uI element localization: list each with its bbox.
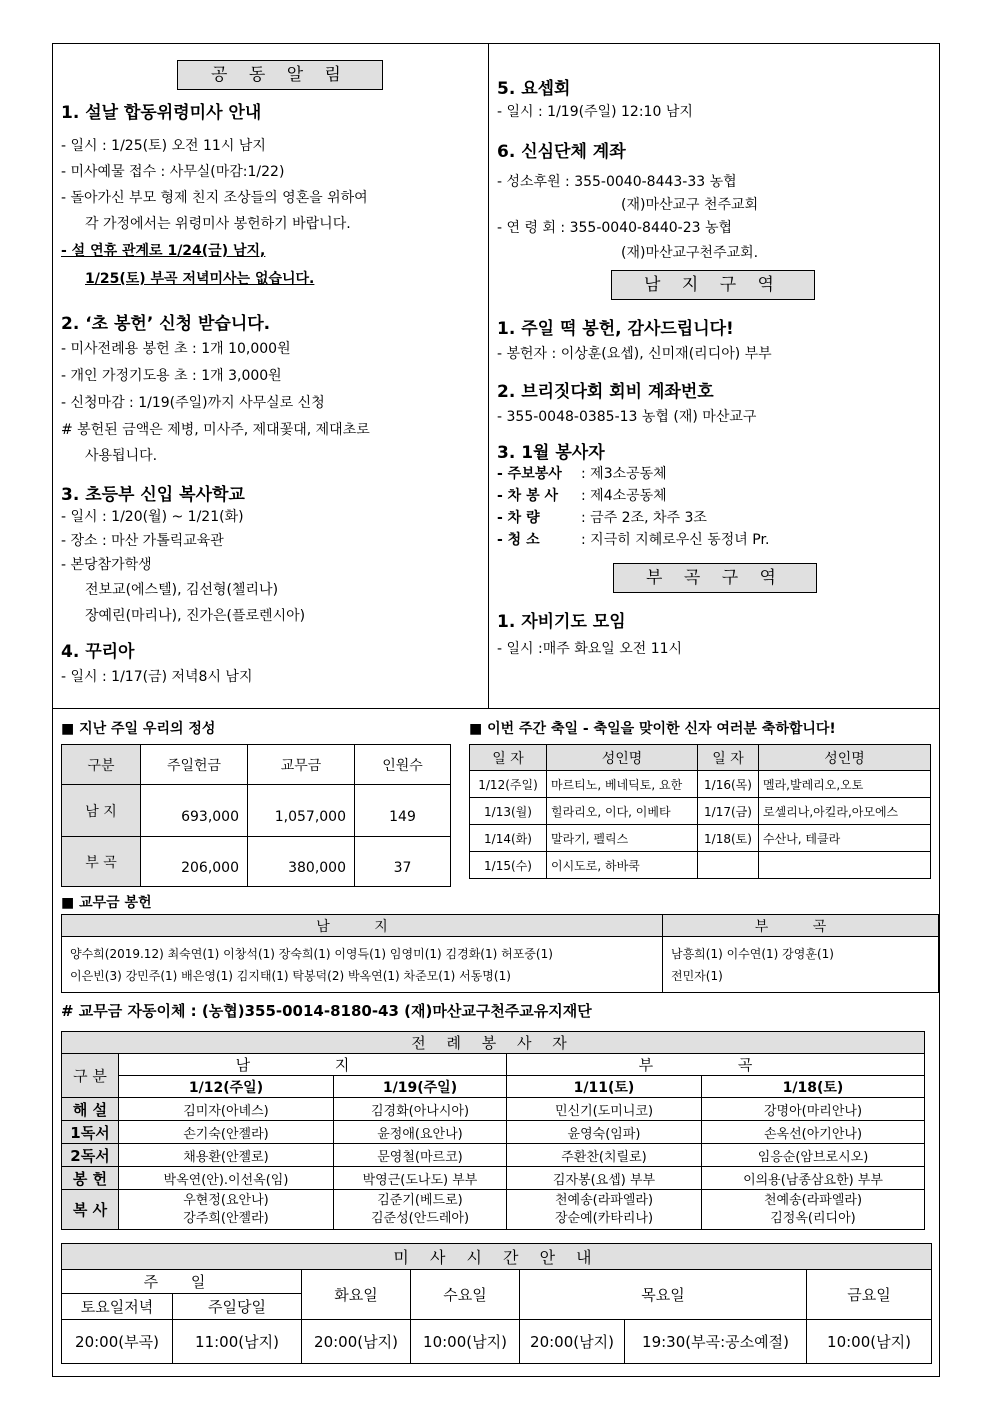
list-item: - 주보봉사 : 제3소공동체 (497, 466, 667, 482)
feast-title: ■ 이번 주간 축일 - 축일을 맞이한 신자 여러분 축하합니다! (469, 721, 836, 737)
liturgy-gubun: 구 분 (62, 1054, 119, 1098)
s4-heading: 4. 꾸리아 (61, 642, 135, 662)
table-row: 1독서 손기숙(안젤라) 윤정애(요안나) 윤영숙(임파) 손옥선(아기안나) (62, 1121, 925, 1144)
s1-line: 각 가정에서는 위령미사 봉헌하기 바랍니다. (85, 216, 351, 232)
table-header: 일 자 (698, 745, 759, 771)
n1-heading: 1. 주일 떡 봉헌, 감사드립니다! (497, 319, 734, 339)
s2-line: - 신청마감 : 1/19(주일)까지 사무실로 신청 (61, 395, 325, 411)
volunteer-list (497, 463, 931, 551)
s6-line: - 성소후원 : 355-0040-8443-33 농협 (497, 174, 737, 190)
n2-heading: 2. 브리짓다회 회비 계좌번호 (497, 382, 714, 402)
s6-line: (재)마산교구 천주교회 (621, 197, 759, 213)
mass-sunday: 주 일 (62, 1270, 302, 1294)
s1-line: - 미사예물 접수 : 사무실(마감:1/22) (61, 164, 285, 180)
n3-heading: 3. 1월 봉사자 (497, 443, 605, 463)
offering-table (61, 744, 451, 887)
list-item: - 청 소 : 지극히 지혜로우신 동정녀 Pr. (497, 532, 770, 548)
namji-donors: 양수희(2019.12) 최숙연(1) 이창석(1) 장숙희(1) 이영득(1) 임영미(1) 김경화(1) 허포중(1) (70, 946, 553, 961)
s3-line: 전보교(에스텔), 김선형(첼리나) (85, 582, 279, 598)
n1-line: - 봉헌자 : 이상훈(요셉), 신미재(리디아) 부부 (497, 346, 772, 362)
table-header: 금요일 (807, 1270, 932, 1320)
s5-heading: 5. 요셉회 (497, 79, 571, 99)
church-tax-table (61, 914, 939, 993)
liturgy-table (61, 1031, 925, 1230)
table-header: 일 자 (470, 745, 547, 771)
left-column (53, 44, 489, 708)
s1-notice: - 설 연휴 관계로 1/24(금) 남지, (61, 243, 266, 259)
liturgy-title: 전 례 봉 사 자 (62, 1032, 925, 1054)
table-header: 남 지 (62, 915, 663, 937)
table-row: 봉 헌 박옥연(안).이선옥(임) 박영근(도나도) 부부 김자봉(요셉) 부부 이의용(남종삼요한) 부부 (62, 1167, 925, 1190)
table-header: 구분 (62, 745, 141, 785)
s5-line: - 일시 : 1/19(주일) 12:10 남지 (497, 104, 693, 120)
table-header: 부 곡 (663, 915, 939, 937)
table-header: 1/12(주일) (119, 1076, 334, 1098)
table-header: 인원수 (355, 745, 451, 785)
table-row: 1/13(월) 힐라리오, 이다, 이베타 1/17(금) 로셀리나,아킬라,아모에스 (470, 798, 931, 825)
s6-line: - 연 령 회 : 355-0040-8440-23 농협 (497, 220, 733, 236)
s2-line: - 개인 가정기도용 초 : 1개 3,000원 (61, 368, 282, 384)
table-row: 1/15(수) 이시도로, 하바쿡 (470, 852, 931, 879)
b1-line: - 일시 :매주 화요일 오전 11시 (497, 641, 683, 657)
table-row: 복 사 우현정(요안나) 강주희(안젤라) 김준기(베드로) 김준성(안드레아) 천예송(라파엘라) 장순예(카타리나) 천예송(라파엘라) 김정옥(리디아) (62, 1190, 925, 1230)
s6-heading: 6. 신심단체 계좌 (497, 142, 626, 162)
table-header: 성인명 (759, 745, 931, 771)
divider (53, 708, 939, 709)
liturgy-bugok: 부 곡 (507, 1054, 925, 1076)
s2-line: 사용됩니다. (85, 448, 158, 464)
n2-line: - 355-0048-0385-13 농협 (재) 마산교구 (497, 409, 757, 425)
church-tax-title: ■ 교무금 봉헌 (61, 895, 152, 911)
s2-heading: 2. ‘초 봉헌’ 신청 받습니다. (61, 314, 271, 334)
table-row (62, 937, 939, 993)
table-header: 화요일 (302, 1270, 411, 1320)
s3-line: - 장소 : 마산 가톨릭교육관 (61, 533, 224, 549)
table-row: 1/12(주일) 마르티노, 베네딕토, 요한 1/16(목) 멜라,발레리오,오토 (470, 771, 931, 798)
s2-line: # 봉헌된 금액은 제병, 미사주, 제대꽃대, 제대초로 (61, 422, 370, 438)
s1-notice: 1/25(토) 부곡 저녁미사는 없습니다. (85, 271, 315, 287)
joint-notice-title: 공 동 알 림 (177, 60, 383, 90)
s3-line: 장예린(마리나), 진가은(플로렌시아) (85, 608, 306, 624)
list-item: - 차 봉 사 : 제4소공동체 (497, 488, 667, 504)
table-row: 해 설 김미자(아녜스) 김경화(아나시아) 민신기(도미니코) 강명아(마리안나) (62, 1098, 925, 1121)
bugok-donors: 전민자(1) (671, 968, 723, 983)
list-item: - 차 량 : 금주 2조, 차주 3조 (497, 510, 707, 526)
mass-title: 미 사 시 간 안 내 (62, 1244, 932, 1270)
table-header: 토요일저녁 (62, 1294, 173, 1320)
table-header: 목요일 (520, 1270, 807, 1320)
s2-line: - 미사전례용 봉헌 초 : 1개 10,000원 (61, 341, 291, 357)
table-header: 주일당일 (173, 1294, 302, 1320)
table-header: 교무금 (248, 745, 355, 785)
table-header: 1/18(토) (702, 1076, 925, 1098)
table-row: 20:00(부곡) 11:00(남지) 20:00(남지) 10:00(남지) 20:00(남지) 19:30(부곡:공소예절) 10:00(남지) (62, 1320, 932, 1364)
table-header: 1/11(토) (507, 1076, 702, 1098)
table-header: 성인명 (547, 745, 698, 771)
auto-transfer-info: # 교무금 자동이체 : (농협)355-0014-8180-43 (재)마산교구천주교유지재단 (61, 1002, 592, 1020)
table-row: 남 지 693,000 1,057,000 149 (62, 785, 451, 837)
liturgy-namji: 남 지 (119, 1054, 507, 1076)
s3-line: - 본당참가학생 (61, 557, 152, 573)
bugok-section-title: 부 곡 구 역 (613, 563, 817, 593)
s1-line: - 일시 : 1/25(토) 오전 11시 남지 (61, 138, 266, 154)
s3-line: - 일시 : 1/20(월) ~ 1/21(화) (61, 509, 244, 525)
s3-heading: 3. 초등부 신입 복사학교 (61, 485, 245, 505)
feast-table (469, 744, 931, 879)
b1-heading: 1. 자비기도 모임 (497, 612, 626, 632)
bugok-donors: 남흥희(1) 이수연(1) 강영훈(1) (671, 946, 834, 961)
table-row: 부 곡 206,000 380,000 37 (62, 837, 451, 887)
bulletin-page (52, 43, 940, 1377)
table-header: 수요일 (411, 1270, 520, 1320)
s1-heading: 1. 설날 합동위령미사 안내 (61, 103, 262, 123)
s6-line: (재)마산교구천주교회. (621, 245, 759, 261)
namji-donors: 이은빈(3) 강민주(1) 배은영(1) 김지태(1) 탁봉덕(2) 박옥연(1) 차준모(1) 서동명(1) (70, 968, 511, 983)
s1-line: - 돌아가신 부모 형제 친지 조상들의 영혼을 위하여 (61, 190, 368, 206)
table-row: 2독서 채용환(안젤로) 문영철(마르코) 주환찬(치릴로) 임응순(암브로시오) (62, 1144, 925, 1167)
table-row: 1/14(화) 말라기, 펠릭스 1/18(토) 수산나, 테클라 (470, 825, 931, 852)
right-column (489, 44, 939, 708)
table-header: 1/19(주일) (334, 1076, 507, 1098)
mass-time-table (61, 1243, 932, 1364)
s4-line: - 일시 : 1/17(금) 저녁8시 남지 (61, 669, 253, 685)
offering-title: ■ 지난 주일 우리의 정성 (61, 721, 216, 737)
namji-section-title: 남 지 구 역 (611, 270, 815, 300)
table-header: 주일헌금 (141, 745, 248, 785)
